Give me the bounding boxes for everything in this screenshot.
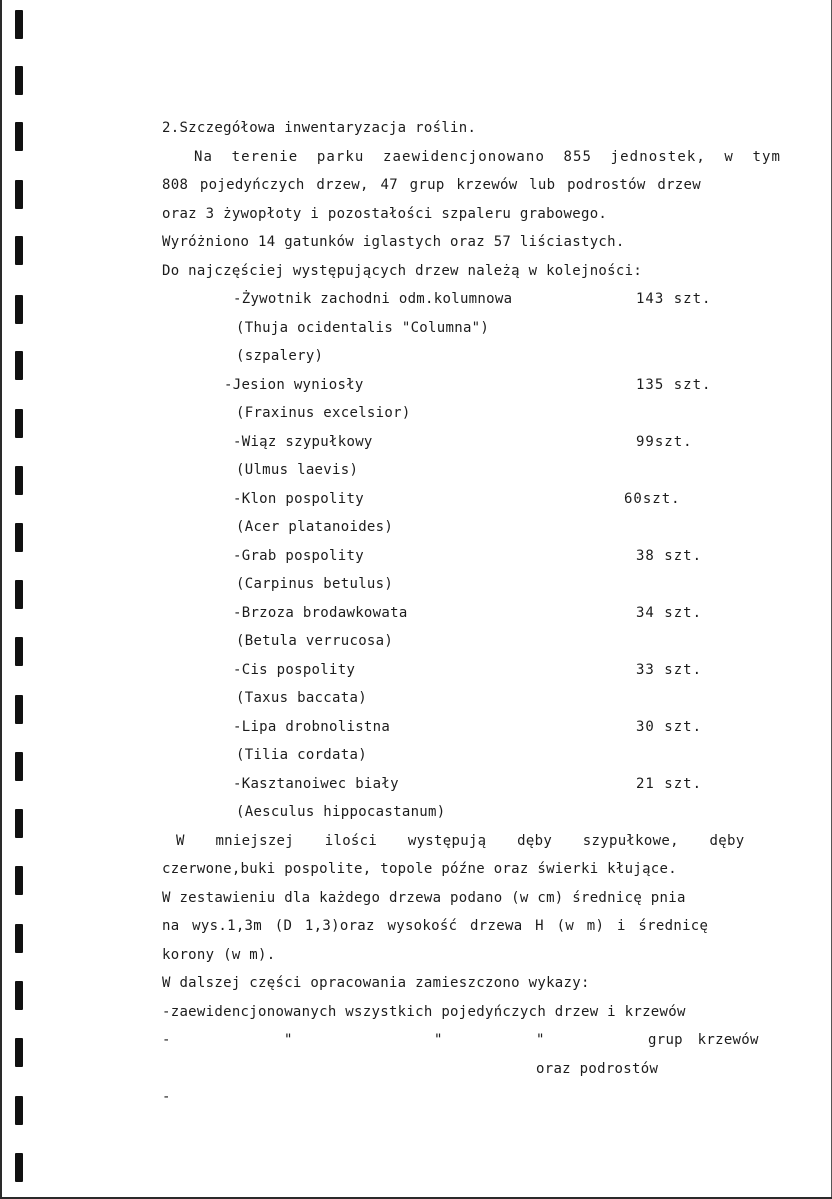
intro-line: Do najczęściej występujących drzew należą w kolejności: (162, 263, 643, 279)
species-latin: (Betula verrucosa) (236, 633, 394, 649)
species-quantity: 143 szt. (636, 291, 712, 307)
species-quantity: 60szt. (624, 491, 681, 507)
closing-line: korony (w m). (162, 947, 276, 963)
species-latin: (Fraxinus excelsior) (236, 405, 411, 421)
species-latin: (Aesculus hippocastanum) (236, 804, 446, 820)
species-latin: (Acer platanoides) (236, 519, 394, 535)
species-name: -Brzoza brodawkowata (233, 605, 408, 621)
species-name: -Kasztanoiwec biały (233, 776, 399, 792)
species-name: -Wiąz szypułkowy (233, 434, 373, 450)
list-text: oraz podrostów (536, 1061, 659, 1077)
species-quantity: 34 szt. (636, 605, 703, 621)
species-latin: (Ulmus laevis) (236, 462, 359, 478)
list-dash: - (162, 1089, 171, 1105)
species-name: -Cis pospolity (233, 662, 356, 678)
list-text: grup krzewów (648, 1032, 759, 1048)
closing-line: na wys.1,3m (D 1,3)oraz wysokość drzewa H (w m) i średnicę (162, 918, 709, 934)
ditto-mark: " (284, 1032, 293, 1048)
species-quantity: 30 szt. (636, 719, 703, 735)
closing-line: czerwone,buki pospolite, topole późne oraz świerki kłujące. (162, 861, 677, 877)
list-dash: - (162, 1032, 171, 1048)
section-heading: 2.Szczegółowa inwentaryzacja roślin. (162, 120, 477, 136)
species-latin: (Carpinus betulus) (236, 576, 394, 592)
species-name: -Lipa drobnolistna (233, 719, 391, 735)
species-latin: (Tilia cordata) (236, 747, 367, 763)
intro-line: Wyróżniono 14 gatunków iglastych oraz 57 liściastych. (162, 234, 625, 250)
closing-line: W zestawieniu dla każdego drzewa podano (w cm) średnicę pnia (162, 890, 686, 906)
intro-line: oraz 3 żywopłoty i pozostałości szpaleru grabowego. (162, 206, 608, 222)
intro-line: Na terenie parku zaewidencjonowano 855 jednostek, w tym (194, 149, 782, 165)
species-name: -Żywotnik zachodni odm.kolumnowa (233, 291, 513, 307)
ditto-mark: " (536, 1032, 545, 1048)
species-quantity: 21 szt. (636, 776, 703, 792)
species-quantity: 135 szt. (636, 377, 712, 393)
species-note: (szpalery) (236, 348, 324, 364)
species-name: -Grab pospolity (233, 548, 364, 564)
species-name: -Klon pospolity (233, 491, 364, 507)
species-quantity: 38 szt. (636, 548, 703, 564)
species-quantity: 99szt. (636, 434, 693, 450)
species-latin: (Taxus baccata) (236, 690, 367, 706)
closing-line: -zaewidencjonowanych wszystkich pojedyńczych drzew i krzewów (162, 1004, 686, 1020)
ditto-mark: " (434, 1032, 443, 1048)
closing-line: W mniejszej ilości występują dęby szypułkowe, dęby (176, 833, 745, 849)
species-quantity: 33 szt. (636, 662, 703, 678)
species-latin: (Thuja ocidentalis "Columna") (236, 320, 490, 336)
species-name: -Jesion wyniosły (224, 377, 364, 393)
closing-line: W dalszej części opracowania zamieszczono wykazy: (162, 975, 590, 991)
intro-line: 808 pojedyńczych drzew, 47 grup krzewów lub podrostów drzew (162, 177, 701, 193)
